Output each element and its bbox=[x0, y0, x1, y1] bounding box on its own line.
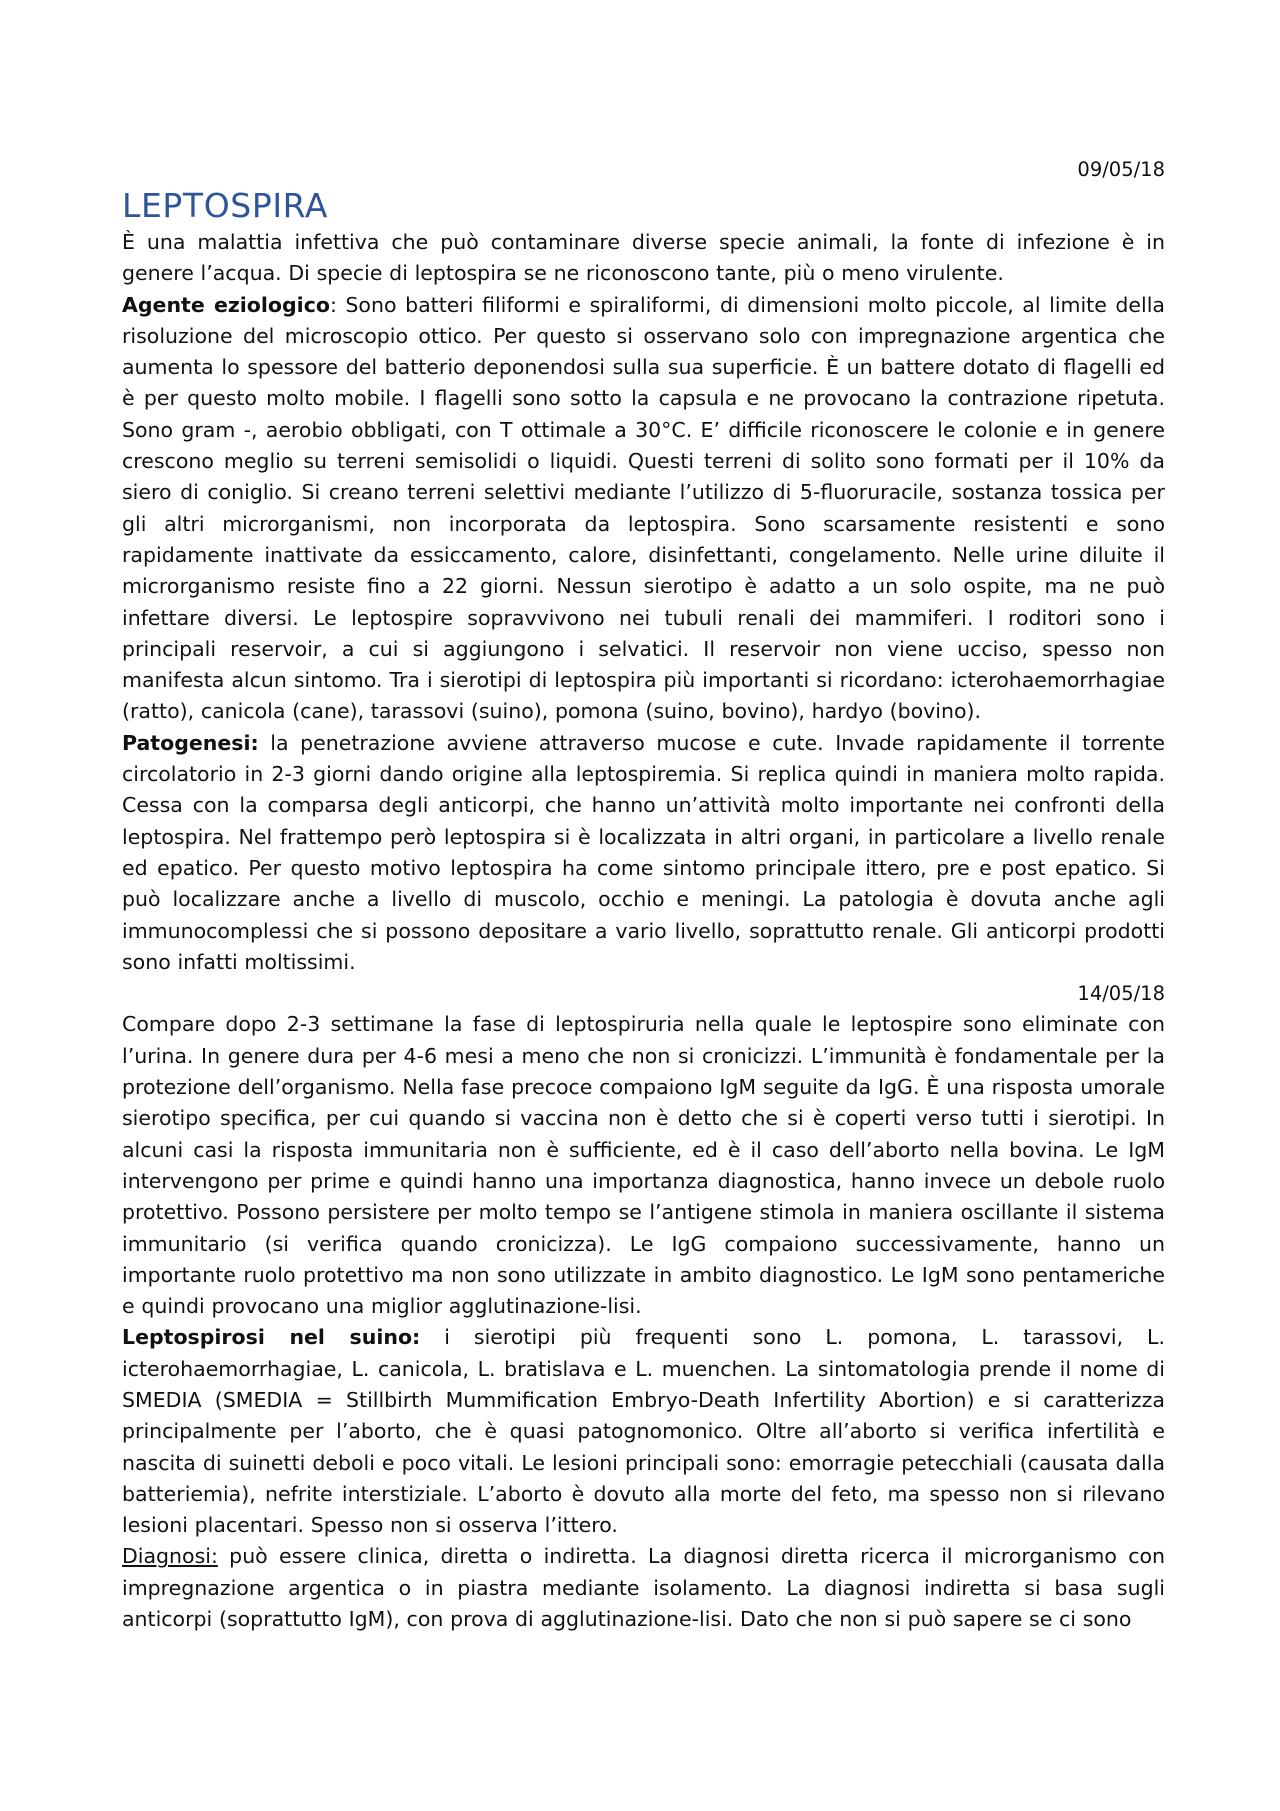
agente-text: : Sono batteri filiformi e spiraliformi, di dimensioni molto piccole, al limite della risoluzione del microscopio ottico. Per questo si osservano solo con impregnazione argentica che aumenta lo spessore del batterio deponendosi sulla sua superficie. È un battere dotato di flagelli ed è per questo molto mobile. I flagelli sono sotto la capsula e ne provocano la contrazione ripetuta. Sono gram -, aerobio obbligati, con T ottimale a 30°C. E’ difficile riconoscere le colonie e in genere crescono meglio su terreni semisolidi o liquidi. Questi terreni di solito sono formati per il 10% da siero di coniglio. Si creano terreni selettivi mediante l’utilizzo di 5-fluoruracile, sostanza tossica per gli altri microrganismi, non incorporata da leptospira. Sono scarsamente resistenti e sono rapidamente inattivate da essiccamento, calore, disinfettanti, congelamento. Nelle urine diluite il microrganismo resiste fino a 22 giorni. Nessun sierotipo è adatto a un solo ospite, ma ne può infettare diversi. Le leptospire sopravvivono nei tubuli renali dei mammiferi. I roditori sono i principali reservoir, a cui si aggiungono i selvatici. Il reservoir non viene ucciso, spesso non manifesta alcun sintomo. Tra i sierotipi di leptospira più importanti si ricordano: icterohaemorrhagiae (ratto), canicola (cane), tarassovi (suino), pomona (suino, bovino), hardyo (bovino). bbox=[122, 292, 1165, 724]
diagnosi-paragraph bbox=[122, 1541, 1165, 1635]
suino-text: i sierotipi più frequenti sono L. pomona, L. tarassovi, L. icterohaemorrhagiae, L. canicola, L. bratislava e L. muenchen. La sintomatologia prende il nome di SMEDIA (SMEDIA = Stillbirth Mummification Embryo-Death Infertility Abortion) e si caratterizza principalmente per l’aborto, che è quasi patognomonico. Oltre all’aborto si verifica infertilità e nascita di suinetti deboli e poco vitali. Le lesioni principali sono: emorragie petecchiali (causata dalla batteriemia), nefrite interstiziale. L’aborto è dovuto alla morte del feto, ma spesso non si rilevano lesioni placentari. Spesso non si osserva l’ittero. bbox=[122, 1325, 1165, 1538]
agente-paragraph bbox=[122, 290, 1165, 728]
suino-paragraph bbox=[122, 1322, 1165, 1541]
document-page bbox=[122, 0, 1165, 1811]
intro-paragraph: È una malattia infettiva che può contaminare diverse specie animali, la fonte di infezione è in genere l’acqua. Di specie di leptospira se ne riconoscono tante, più o meno virulente. bbox=[122, 230, 1165, 286]
patogenesi-paragraph bbox=[122, 728, 1165, 978]
date-header: 09/05/18 bbox=[1077, 158, 1165, 181]
patogenesi-label: Patogenesi: bbox=[122, 730, 259, 755]
diagnosi-label: Diagnosi: bbox=[122, 1544, 218, 1569]
suino-label: Leptospirosi nel suino: bbox=[122, 1325, 421, 1350]
date-section: 14/05/18 bbox=[1077, 982, 1165, 1006]
page-title: LEPTOSPIRA bbox=[122, 186, 329, 225]
leptospiruria-paragraph: Compare dopo 2-3 settimane la fase di leptospiruria nella quale le leptospire sono eliminate con l’urina. In genere dura per 4-6 mesi a meno che non si cronicizzi. L’immunità è fondamentale per la protezione dell’organismo. Nella fase precoce compaiono IgM seguite da IgG. È una risposta umorale sierotipo specifica, per cui quando si vaccina non è detto che si è coperti verso tutti i sierotipi. In alcuni casi la risposta immunitaria non è sufficiente, ed è il caso dell’aborto nella bovina. Le IgM intervengono per prime e quindi hanno una importanza diagnostica, hanno invece un debole ruolo protettivo. Possono persistere per molto tempo se l’antigene stimola in maniera oscillante il sistema immunitario (si verifica quando cronicizza). Le IgG compaiono successivamente, hanno un importante ruolo protettivo ma non sono utilizzate in ambito diagnostico. Le IgM sono pentameriche e quindi provocano una miglior agglutinazione-lisi. bbox=[122, 1012, 1165, 1319]
document-body bbox=[122, 227, 1165, 1635]
agente-label: Agente eziologico bbox=[122, 292, 330, 317]
patogenesi-text: la penetrazione avviene attraverso mucose e cute. Invade rapidamente il torrente circolatorio in 2-3 giorni dando origine alla leptospiremia. Si replica quindi in maniera molto rapida. Cessa con la comparsa degli anticorpi, che hanno un’attività molto importante nei confronti della leptospira. Nel frattempo però leptospira si è localizzata in altri organi, in particolare a livello renale ed epatico. Per questo motivo leptospira ha come sintomo principale ittero, pre e post epatico. Si può localizzare anche a livello di muscolo, occhio e meningi. La patologia è dovuta anche agli immunocomplessi che si possono depositare a vario livello, soprattutto renale. Gli anticorpi prodotti sono infatti moltissimi. bbox=[122, 730, 1165, 974]
diagnosi-text: può essere clinica, diretta o indiretta. La diagnosi diretta ricerca il microrganismo con impregnazione argentica o in piastra mediante isolamento. La diagnosi indiretta si basa sugli anticorpi (soprattutto IgM), con prova di agglutinazione-lisi. Dato che non si può sapere se ci sono bbox=[122, 1544, 1165, 1632]
